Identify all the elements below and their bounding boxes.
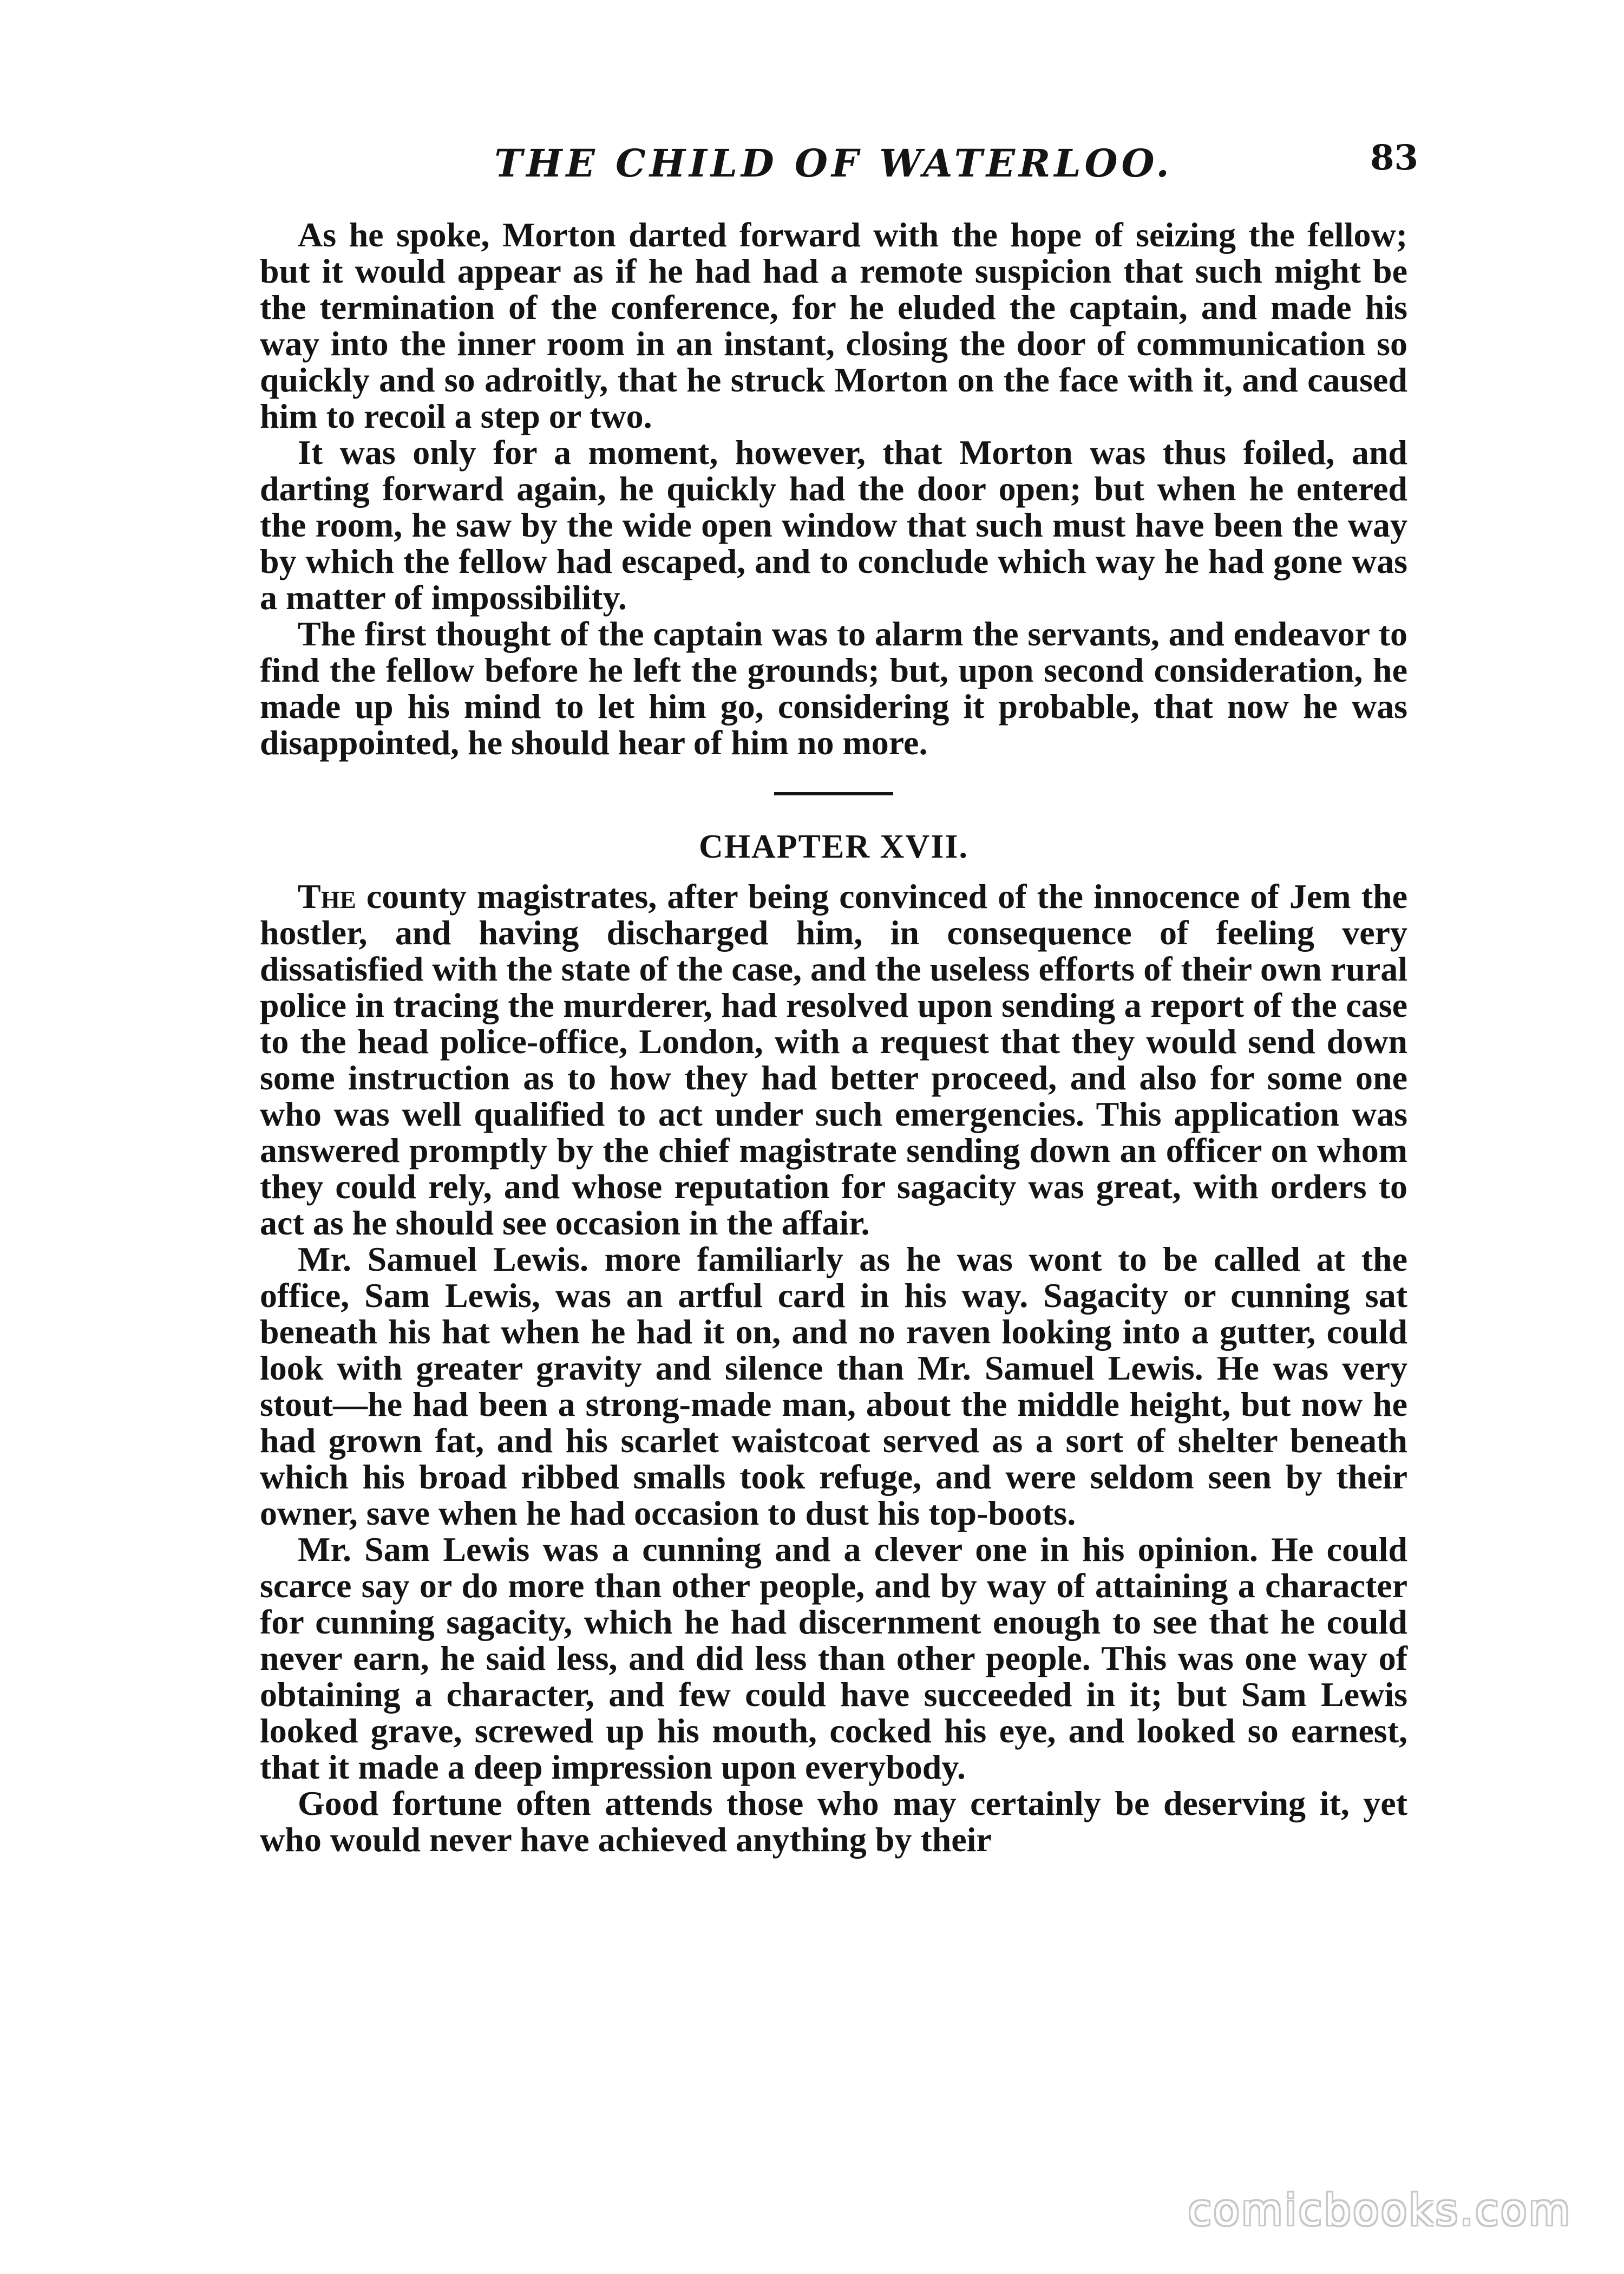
paragraph-good-fortune: Good fortune often attends those who may certainly be deserving it, yet who would never have achieved anything by their bbox=[260, 1784, 1407, 1859]
chapter-heading: CHAPTER XVII. bbox=[699, 828, 968, 865]
paragraph-county-magistrates bbox=[260, 878, 1407, 1241]
paragraph-samuel-lewis: Mr. Samuel Lewis. more familiarly as he was wont to be called at the office, Sam Lewis, was an artful card in his way. Sagacity or cunning sat beneath his hat when he had it on, and no raven looking into a gutter, could look with greater gravity and silence than Mr. Samuel Lewis. He was very stout—he had been a strong-made man, about the middle height, but now he had grown fat, and his scarlet waistcoat served as a sort of shelter beneath which his broad ribbed smalls took refuge, and were seldom seen by their owner, save when he had occasion to dust his top-boots. bbox=[260, 1240, 1407, 1532]
paragraph-morton-darted: As he spoke, Morton darted forward with the hope of seizing the fellow; but it would appear as if he had had a remote suspicion that such might be the termination of the conference, for he eluded the captain, and made his way into the inner room in an instant, closing the door of communication so quickly and so adroitly, that he struck Morton on the face with it, and caused him to recoil a step or two. bbox=[260, 215, 1407, 435]
chapter-opening-word: The bbox=[298, 877, 356, 916]
site-watermark: comicbooks.com bbox=[1188, 2186, 1572, 2235]
paragraph-first-thought: The first thought of the captain was to alarm the servants, and endeavor to find the fellow before he left the grounds; but, upon second consideration, he made up his mind to let him go, considering it probable, that now he was disappointed, he should hear of him no more. bbox=[260, 615, 1407, 762]
section-divider bbox=[774, 792, 893, 795]
paragraph-sam-lewis-cunning: Mr. Sam Lewis was a cunning and a clever one in his opinion. He could scarce say or do more than other people, and by way of attaining a character for cunning sagacity, which he had discernment enough to see that he could never earn, he said less, and did less than other people. This was one way of obtaining a character, and few could have succeeded in it; but Sam Lewis looked grave, screwed up his mouth, cocked his eye, and looked so earnest, that it made a deep impression upon everybody. bbox=[260, 1530, 1407, 1786]
page-number: 83 bbox=[1370, 138, 1418, 178]
page-header bbox=[260, 135, 1418, 200]
chapter-opening-text: county magistrates, after being convinced of the innocence of Jem the hostler, and having discharged him, in consequence of feeling very dissatisfied with the state of the case, and the useless efforts of their own rural police in tracing the murderer, had resolved upon sending a report of the case to the head police-office, London, with a request that they would send down some instruction as to how they had better proceed, and also for some one who was well qualified to act under such emergencies. This application was answered promptly by the chief magistrate sending down an officer on whom they could rely, and whose reputation for sagacity was great, with orders to act as he should see occasion in the affair. bbox=[260, 877, 1407, 1242]
book-page bbox=[260, 135, 1418, 1859]
running-title: THE CHILD OF WATERLOO. bbox=[494, 141, 1173, 186]
paragraph-only-for-a-moment: It was only for a moment, however, that Morton was thus foiled, and darting forward again, he quickly had the door open; but when he entered the room, he saw by the wide open window that such must have been the way by which the fellow had escaped, and to conclude which way he had gone was a matter of impossibility. bbox=[260, 433, 1407, 617]
